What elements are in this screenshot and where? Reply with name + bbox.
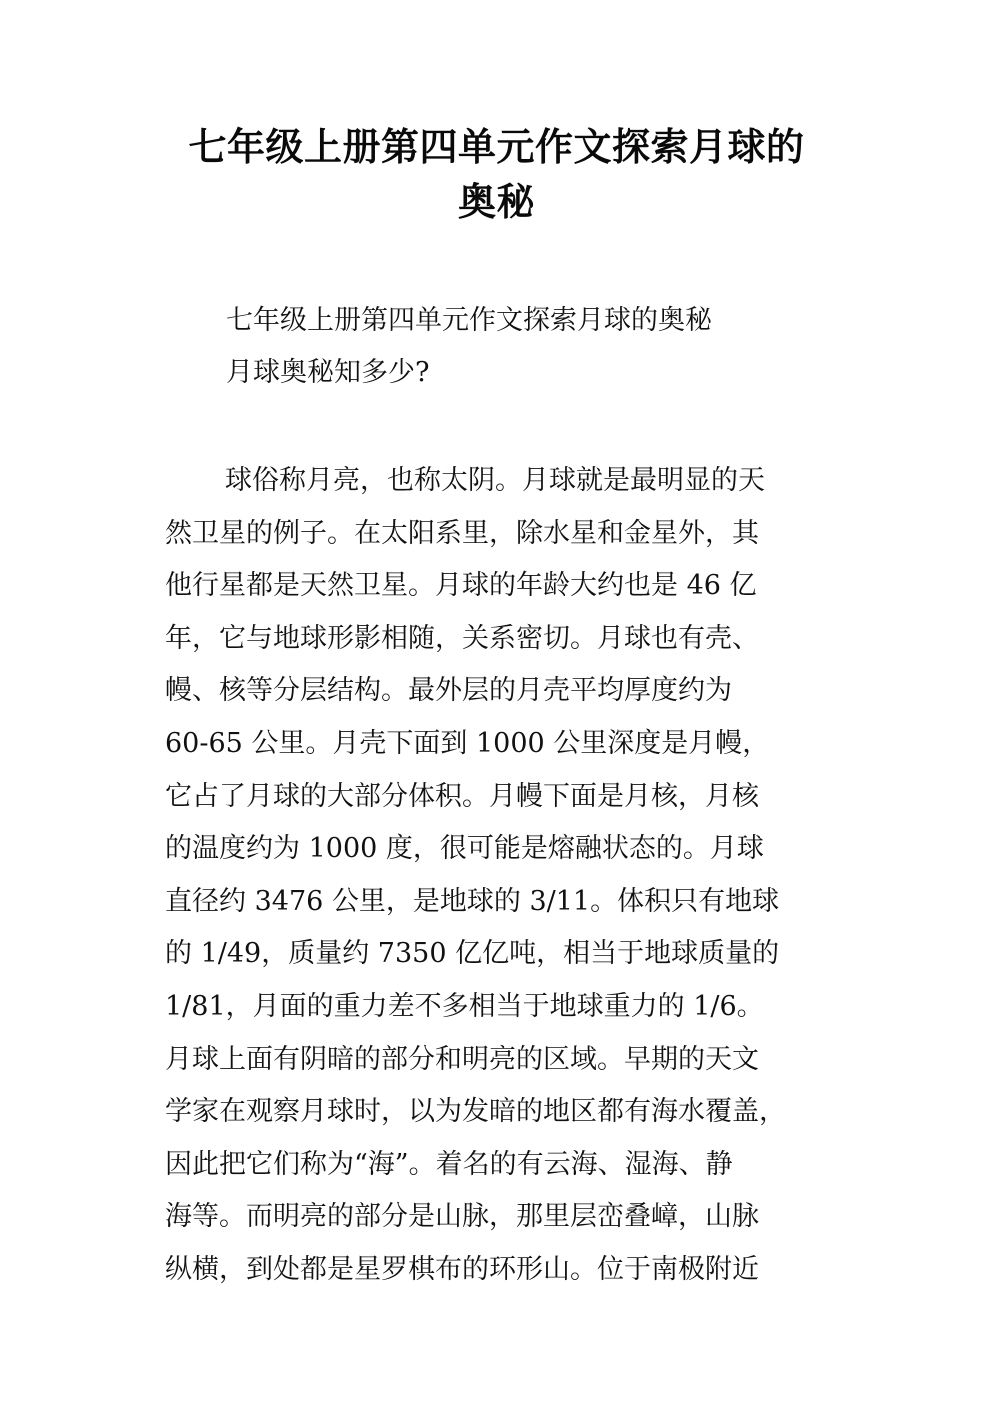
body-line: 海等。而明亮的部分是山脉，那里层峦叠嶂，山脉 bbox=[165, 1201, 759, 1233]
body-line: 纵横，到处都是星罗棋布的环形山。位于南极附近 bbox=[165, 1253, 759, 1285]
body-line: 球俗称月亮，也称太阴。月球就是最明显的天 bbox=[225, 465, 765, 496]
body-line: 年，它与地球形影相随，关系密切。月球也有壳、 bbox=[165, 622, 759, 654]
body-line: 1/81，月面的重力差不多相当于地球重力的 1/6。 bbox=[165, 990, 764, 1022]
body-line: 的 1/49，质量约 7350 亿亿吨，相当于地球质量的 bbox=[165, 938, 780, 970]
question-heading: 月球奥秘知多少? bbox=[226, 357, 430, 388]
body-line: 他行星都是天然卫星。月球的年龄大约也是 46 亿 bbox=[165, 570, 757, 602]
title-line-1: 七年级上册第四单元作文探索月球的 bbox=[188, 125, 805, 169]
title-line-2: 奥秘 bbox=[457, 180, 535, 224]
document-title bbox=[150, 120, 843, 230]
body-line: 幔、核等分层结构。最外层的月壳平均厚度约为 bbox=[165, 675, 732, 707]
subtitle: 七年级上册第四单元作文探索月球的奥秘 bbox=[226, 305, 712, 336]
body-line: 直径约 3476 公里，是地球的 3/11。体积只有地球 bbox=[165, 885, 780, 917]
body-line: 月球上面有阴暗的部分和明亮的区域。早期的天文 bbox=[165, 1043, 759, 1075]
body-line: 因此把它们称为“海”。着名的有云海、湿海、静 bbox=[165, 1148, 733, 1180]
body-line: 60-65 公里。月壳下面到 1000 公里深度是月幔， bbox=[165, 727, 770, 759]
body-line: 学家在观察月球时，以为发暗的地区都有海水覆盖， bbox=[165, 1096, 786, 1128]
body-line: 然卫星的例子。在太阳系里，除水星和金星外，其 bbox=[165, 517, 759, 549]
body-line: 的温度约为 1000 度，很可能是熔融状态的。月球 bbox=[165, 833, 764, 865]
body-text bbox=[165, 455, 855, 1297]
body-line: 它占了月球的大部分体积。月幔下面是月核，月核 bbox=[165, 780, 759, 812]
